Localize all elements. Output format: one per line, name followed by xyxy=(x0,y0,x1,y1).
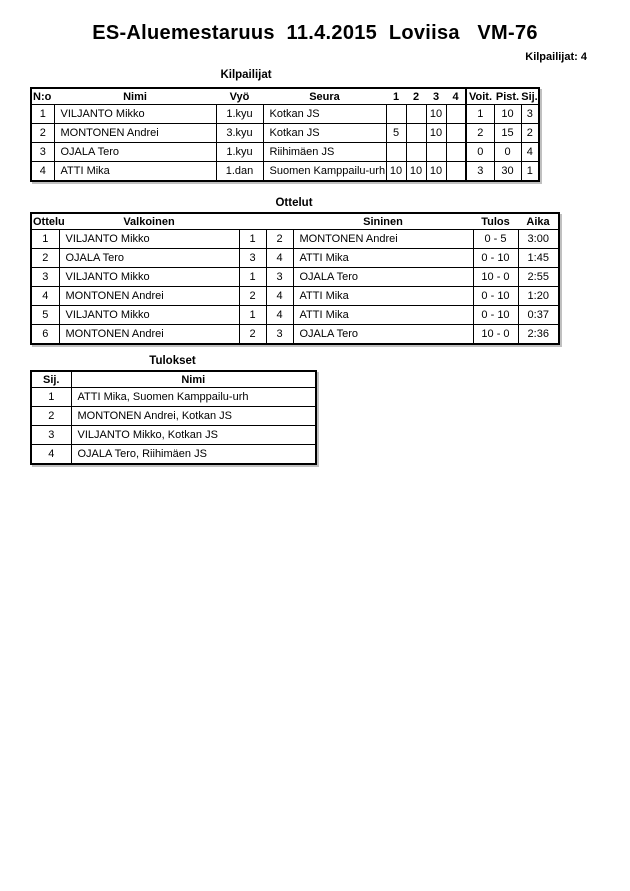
cell-time: 2:55 xyxy=(518,268,559,287)
result-row xyxy=(31,426,316,445)
matches-header-row xyxy=(31,213,559,230)
cell-white-no: 1 xyxy=(239,230,266,249)
cell-rank: 1 xyxy=(31,388,71,407)
cell-r1: 10 xyxy=(386,162,406,182)
cell-blue-no: 4 xyxy=(266,287,293,306)
cell-points: 10 xyxy=(494,105,521,124)
cell-blue-name: ATTI Mika xyxy=(293,306,473,325)
competitor-row xyxy=(31,143,539,162)
cell-blue-name: ATTI Mika xyxy=(293,287,473,306)
cell-blue-no: 4 xyxy=(266,249,293,268)
cell-points: 15 xyxy=(494,124,521,143)
cell-rank: 2 xyxy=(31,407,71,426)
cell-result: 10 - 0 xyxy=(473,268,518,287)
cell-club: Riihimäen JS xyxy=(263,143,386,162)
cell-name: MONTONEN Andrei, Kotkan JS xyxy=(71,407,316,426)
col-header-blue-no xyxy=(266,213,293,230)
cell-r3: 10 xyxy=(426,105,446,124)
col-header-time: Aika xyxy=(518,213,559,230)
col-header-club: Seura xyxy=(263,88,386,105)
col-header-belt: Vyö xyxy=(216,88,263,105)
cell-blue-no: 3 xyxy=(266,325,293,345)
cell-white-name: MONTONEN Andrei xyxy=(59,325,239,345)
cell-white-no: 2 xyxy=(239,287,266,306)
cell-r4 xyxy=(446,105,466,124)
cell-match-no: 6 xyxy=(31,325,59,345)
match-row xyxy=(31,325,559,345)
col-header-white: Valkoinen xyxy=(59,213,239,230)
cell-name: ATTI Mika, Suomen Kamppailu-urh xyxy=(71,388,316,407)
col-header-r2: 2 xyxy=(406,88,426,105)
cell-r1: 5 xyxy=(386,124,406,143)
cell-white-name: OJALA Tero xyxy=(59,249,239,268)
cell-no: 3 xyxy=(31,143,54,162)
cell-r3: 10 xyxy=(426,124,446,143)
cell-rank: 4 xyxy=(31,445,71,465)
result-row xyxy=(31,445,316,465)
match-row xyxy=(31,306,559,325)
cell-blue-name: MONTONEN Andrei xyxy=(293,230,473,249)
cell-points: 30 xyxy=(494,162,521,182)
cell-result: 10 - 0 xyxy=(473,325,518,345)
cell-white-name: VILJANTO Mikko xyxy=(59,306,239,325)
cell-r2: 10 xyxy=(406,162,426,182)
cell-match-no: 1 xyxy=(31,230,59,249)
cell-blue-no: 3 xyxy=(266,268,293,287)
cell-time: 3:00 xyxy=(518,230,559,249)
cell-match-no: 2 xyxy=(31,249,59,268)
match-row xyxy=(31,268,559,287)
match-row xyxy=(31,230,559,249)
section-title-results: Tulokset xyxy=(149,355,196,367)
cell-name: OJALA Tero, Riihimäen JS xyxy=(71,445,316,465)
cell-white-no: 1 xyxy=(239,306,266,325)
cell-no: 4 xyxy=(31,162,54,182)
cell-r3: 10 xyxy=(426,162,446,182)
cell-club: Kotkan JS xyxy=(263,124,386,143)
match-row xyxy=(31,287,559,306)
col-header-r4: 4 xyxy=(446,88,466,105)
cell-rank: 3 xyxy=(31,426,71,445)
cell-no: 2 xyxy=(31,124,54,143)
col-header-blue: Sininen xyxy=(293,213,473,230)
cell-rank: 1 xyxy=(521,162,539,182)
competitor-row xyxy=(31,162,539,182)
col-header-wins: Voit. xyxy=(466,88,494,105)
cell-r2 xyxy=(406,105,426,124)
col-header-r3: 3 xyxy=(426,88,446,105)
col-header-result: Tulos xyxy=(473,213,518,230)
cell-belt: 1.kyu xyxy=(216,105,263,124)
cell-name: VILJANTO Mikko xyxy=(54,105,216,124)
cell-white-no: 1 xyxy=(239,268,266,287)
cell-belt: 1.dan xyxy=(216,162,263,182)
cell-rank: 4 xyxy=(521,143,539,162)
cell-no: 1 xyxy=(31,105,54,124)
cell-match-no: 4 xyxy=(31,287,59,306)
cell-result: 0 - 10 xyxy=(473,306,518,325)
matches-table xyxy=(30,212,560,345)
cell-wins: 1 xyxy=(466,105,494,124)
page-title: ES-Aluemestaruus 11.4.2015 Loviisa VM-76 xyxy=(92,22,538,44)
col-header-match: Ottelu xyxy=(31,213,59,230)
cell-blue-no: 2 xyxy=(266,230,293,249)
cell-time: 1:20 xyxy=(518,287,559,306)
cell-r4 xyxy=(446,162,466,182)
cell-time: 0:37 xyxy=(518,306,559,325)
cell-name: ATTI Mika xyxy=(54,162,216,182)
results-table xyxy=(30,370,317,465)
cell-club: Suomen Kamppailu-urh xyxy=(263,162,386,182)
cell-r2 xyxy=(406,124,426,143)
results-header-row xyxy=(31,371,316,388)
cell-r4 xyxy=(446,143,466,162)
cell-blue-name: OJALA Tero xyxy=(293,268,473,287)
competitor-row xyxy=(31,105,539,124)
cell-belt: 3.kyu xyxy=(216,124,263,143)
participants-count-label: Kilpailijat: 4 xyxy=(525,51,587,63)
cell-white-no: 2 xyxy=(239,325,266,345)
cell-blue-name: OJALA Tero xyxy=(293,325,473,345)
competitor-row xyxy=(31,124,539,143)
cell-blue-name: ATTI Mika xyxy=(293,249,473,268)
cell-white-no: 3 xyxy=(239,249,266,268)
col-header-name: Nimi xyxy=(71,371,316,388)
col-header-r1: 1 xyxy=(386,88,406,105)
cell-club: Kotkan JS xyxy=(263,105,386,124)
cell-result: 0 - 5 xyxy=(473,230,518,249)
cell-rank: 2 xyxy=(521,124,539,143)
cell-result: 0 - 10 xyxy=(473,249,518,268)
result-row xyxy=(31,407,316,426)
competitors-table xyxy=(30,87,540,182)
cell-name: VILJANTO Mikko, Kotkan JS xyxy=(71,426,316,445)
cell-blue-no: 4 xyxy=(266,306,293,325)
cell-match-no: 5 xyxy=(31,306,59,325)
col-header-points: Pist. xyxy=(494,88,521,105)
cell-time: 2:36 xyxy=(518,325,559,345)
cell-name: MONTONEN Andrei xyxy=(54,124,216,143)
match-row xyxy=(31,249,559,268)
cell-match-no: 3 xyxy=(31,268,59,287)
cell-white-name: VILJANTO Mikko xyxy=(59,230,239,249)
cell-wins: 2 xyxy=(466,124,494,143)
section-title-matches: Ottelut xyxy=(275,197,313,209)
cell-white-name: MONTONEN Andrei xyxy=(59,287,239,306)
cell-white-name: VILJANTO Mikko xyxy=(59,268,239,287)
cell-name: OJALA Tero xyxy=(54,143,216,162)
col-header-white-no xyxy=(239,213,266,230)
cell-wins: 3 xyxy=(466,162,494,182)
cell-time: 1:45 xyxy=(518,249,559,268)
cell-r3 xyxy=(426,143,446,162)
cell-belt: 1.kyu xyxy=(216,143,263,162)
cell-points: 0 xyxy=(494,143,521,162)
cell-rank: 3 xyxy=(521,105,539,124)
col-header-name: Nimi xyxy=(54,88,216,105)
col-header-rank: Sij. xyxy=(31,371,71,388)
cell-wins: 0 xyxy=(466,143,494,162)
col-header-no: N:o xyxy=(31,88,54,105)
cell-r1 xyxy=(386,105,406,124)
cell-result: 0 - 10 xyxy=(473,287,518,306)
cell-r1 xyxy=(386,143,406,162)
cell-r2 xyxy=(406,143,426,162)
cell-r4 xyxy=(446,124,466,143)
col-header-rank: Sij. xyxy=(521,88,539,105)
competitors-header-row xyxy=(31,88,539,105)
result-row xyxy=(31,388,316,407)
section-title-competitors: Kilpailijat xyxy=(220,69,272,81)
